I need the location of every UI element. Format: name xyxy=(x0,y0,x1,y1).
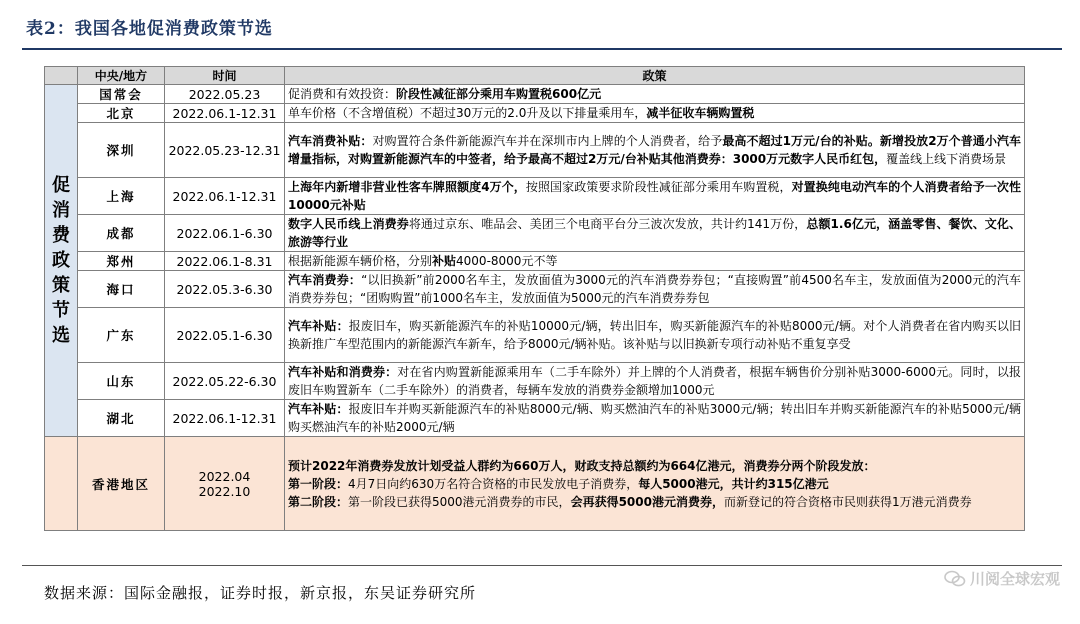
policy-text-segment: 根据新能源车辆价格，分别 xyxy=(288,254,433,268)
policy-cell xyxy=(285,215,1025,252)
region-cell: 湖北 xyxy=(78,400,165,437)
title-divider xyxy=(22,48,1062,50)
policy-text-segment: 汽车消费券： xyxy=(288,273,362,287)
table-row xyxy=(45,271,1025,308)
policy-text-segment: 而新登记的符合资格市民则获得1万港元消费券 xyxy=(723,494,972,509)
table-row xyxy=(45,400,1025,437)
table-row xyxy=(45,85,1025,104)
source-divider xyxy=(22,565,1062,566)
time-cell: 2022.06.1-12.31 xyxy=(165,178,285,215)
policy-text-segment: 汽车补贴： xyxy=(288,402,349,416)
time-cell xyxy=(165,437,285,531)
wechat-icon xyxy=(944,570,966,588)
policy-cell xyxy=(285,400,1025,437)
policy-text-segment: 会再获得5000港元消费券， xyxy=(570,494,724,509)
time-cell: 2022.05.1-6.30 xyxy=(165,308,285,363)
region-cell: 成都 xyxy=(78,215,165,252)
policy-text-segment: 减半征收车辆购置税 xyxy=(646,106,755,120)
region-cell: 广东 xyxy=(78,308,165,363)
header-blank xyxy=(45,67,78,85)
table-row xyxy=(45,178,1025,215)
region-cell: 海口 xyxy=(78,271,165,308)
policy-text-segment: 第二阶段： xyxy=(288,494,349,509)
policy-text-segment: 汽车消费补贴： xyxy=(288,134,373,148)
policy-cell xyxy=(285,178,1025,215)
policy-text-segment: 对在省内购置新能源乘用车（二手车除外）并上牌的个人消费者，根据车辆售价分别补贴3000-6000元。同时，以报废旧车购置新车（二手车除外）的消费者，每辆车发放的消费券金额增加1000元 xyxy=(288,365,1021,397)
region-cell: 深圳 xyxy=(78,123,165,178)
table-row xyxy=(45,308,1025,363)
policy-text-segment: 覆盖线上线下消费场景 xyxy=(886,152,1007,166)
policy-text-segment: 上海年内新增非营业性客车牌照额度4万个， xyxy=(288,180,526,194)
table-row xyxy=(45,363,1025,400)
policy-cell xyxy=(285,363,1025,400)
time-start: 2022.04 xyxy=(198,468,251,484)
watermark-text: 川阅全球宏观 xyxy=(969,570,1060,588)
policy-cell xyxy=(285,85,1025,104)
policy-cell xyxy=(285,308,1025,363)
header-time: 时间 xyxy=(165,67,285,85)
policy-text-segment: 对购置符合条件新能源汽车并在深圳市内上牌的个人消费者，给予 xyxy=(372,134,723,148)
policy-table xyxy=(44,66,1025,531)
watermark xyxy=(944,568,1060,589)
policy-text-segment: 汽车补贴： xyxy=(288,319,349,333)
table-row xyxy=(45,215,1025,252)
region-cell: 国常会 xyxy=(78,85,165,104)
region-cell: 上海 xyxy=(78,178,165,215)
policy-cell xyxy=(285,252,1025,271)
policy-text-segment: “以旧换新”前2000名车主，发放面值为3000元的汽车消费券券包；“直接购置”前4500名车主，发放面值为2000元的汽车消费券券包；“团购购置”前1000名车主，发放面值为5000元的汽车消费券券包 xyxy=(288,273,1021,305)
header-policy: 政策 xyxy=(285,67,1025,85)
region-cell: 香港地区 xyxy=(78,437,165,531)
policy-text-segment: 预计2022年消费券发放计划受益人群约为660万人，财政支持总额约为664亿港元，消费券分两个阶段发放： xyxy=(288,458,876,473)
policy-cell xyxy=(285,437,1025,531)
page-title: 表2：我国各地促消费政策节选 xyxy=(26,19,273,39)
table-row xyxy=(45,123,1025,178)
policy-text-segment: 阶段性减征部分乘用车购置税600亿元 xyxy=(396,87,602,101)
policy-text-segment: 单车价格（不含增值税）不超过30万元的2.0升及以下排量乘用车， xyxy=(288,106,647,120)
policy-text-segment: 最高不超过1万元/台的补贴。新增投放2万个普通小汽车增量指标，对购置新能源汽车的中签者，给予最高不超过2万元/台补贴其他消费券：3000万元数字人民币红包， xyxy=(288,134,1021,166)
policy-cell xyxy=(285,104,1025,123)
time-cell: 2022.06.1-6.30 xyxy=(165,215,285,252)
time-cell: 2022.06.1-12.31 xyxy=(165,104,285,123)
policy-text-segment: 数字人民币线上消费券 xyxy=(288,217,409,231)
table-row xyxy=(45,252,1025,271)
region-cell: 郑州 xyxy=(78,252,165,271)
region-cell: 北京 xyxy=(78,104,165,123)
header-region: 中央/地方 xyxy=(78,67,165,85)
policy-text-segment: 第一阶段： xyxy=(288,476,349,491)
time-cell: 2022.05.23 xyxy=(165,85,285,104)
source-note: 数据来源：国际金融报，证券时报，新京报，东吴证券研究所 xyxy=(44,584,477,602)
time-cell: 2022.05.3-6.30 xyxy=(165,271,285,308)
policy-text-segment: 将通过京东、唯品会、美团三个电商平台分三波次发放，共计约141万份， xyxy=(408,217,807,231)
table-row-hong-kong xyxy=(45,437,1025,531)
policy-text-segment: 每人5000港元，共计约315亿港元 xyxy=(638,476,829,491)
policy-cell xyxy=(285,123,1025,178)
policy-text-segment: 4000-8000元不等 xyxy=(456,254,558,268)
policy-text-segment: 4月7日向约630万名符合资格的市民发放电子消费券， xyxy=(348,476,639,491)
policy-text-segment: 第一阶段已获得5000港元消费券的市民， xyxy=(348,494,571,509)
policy-text-segment: 汽车补贴和消费券： xyxy=(288,365,398,379)
time-cell: 2022.06.1-8.31 xyxy=(165,252,285,271)
policy-cell xyxy=(285,271,1025,308)
time-cell: 2022.05.22-6.30 xyxy=(165,363,285,400)
policy-text-segment: 按照国家政策要求阶段性减征部分乘用车购置税， xyxy=(525,180,792,194)
time-cell: 2022.06.1-12.31 xyxy=(165,400,285,437)
time-end: 2022.10 xyxy=(198,483,251,499)
table-header-row xyxy=(45,67,1025,85)
policy-text-segment: 补贴 xyxy=(432,254,457,268)
region-cell: 山东 xyxy=(78,363,165,400)
policy-text-segment: 对置换纯电动汽车的个人消费者给予一次性10000元补贴 xyxy=(288,180,1021,212)
policy-text-segment: 总额1.6亿元，涵盖零售、餐饮、文化、旅游等行业 xyxy=(288,217,1021,249)
group-blank-cell xyxy=(45,437,78,531)
group-label: 促 消 费 政 策 节 选 xyxy=(45,85,78,437)
time-cell: 2022.05.23-12.31 xyxy=(165,123,285,178)
policy-text-segment: 报废旧车，购买新能源汽车的补贴10000元/辆，转出旧车，购买新能源汽车的补贴8000元/辆。对个人消费者在省内购买以旧换新推广车型范围内的新能源汽车新车，给予8000元/辆补贴。该补贴与以旧换新专项行动补贴不重复享受 xyxy=(288,319,1021,351)
policy-text-segment: 促消费和有效投资： xyxy=(288,87,397,101)
policy-text-segment: 报废旧车并购买新能源汽车的补贴8000元/辆、购买燃油汽车的补贴3000元/辆；转出旧车并购买新能源汽车的补贴5000元/辆购买燃油汽车的补贴2000元/辆 xyxy=(288,402,1021,434)
table-row xyxy=(45,104,1025,123)
table-body xyxy=(45,85,1025,531)
